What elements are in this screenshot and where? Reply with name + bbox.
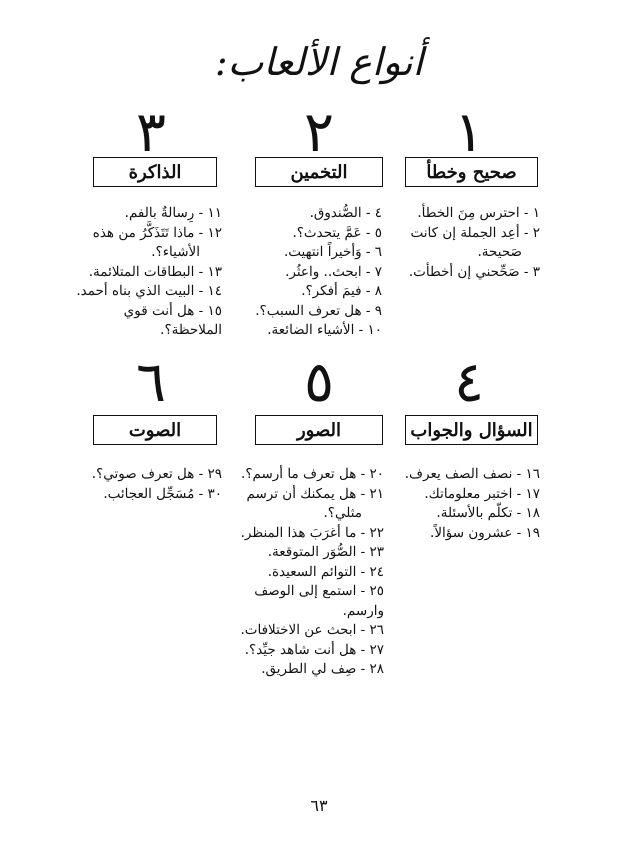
list-item: ١٠ - الأشياء الضائعة. [267,322,382,338]
list-item: ١١ - رِسالةٌ بالفم. [124,205,222,221]
category-number-4: ٤ [453,350,485,415]
category-number-5: ٥ [303,350,335,415]
list-item: ٢٦ - ابحث عن الاختلافات. [240,622,384,638]
list-item: ٢٨ - صِف لي الطريق. [261,661,384,677]
list-item: الأشياء؟. [151,244,200,260]
list-item: ٩ - هل تعرف السبب؟. [255,302,382,319]
list-item: ١٦ - نصف الصف يعرف. [404,466,540,482]
category-box-3: الذاكرة [93,157,217,187]
list-item: ٣٠ - مُسَجِّل العجائب. [103,485,222,502]
list-item: ١٧ - اختبر معلوماتك. [424,485,540,502]
list-item: ١٥ - هل أنت قوي الملاحظة؟. [123,302,222,338]
category-box-2: التخمين [255,157,383,187]
list-item: صَحيحة. [477,244,522,260]
list-item: ٢ - أعِد الجملة إن كانت [410,224,540,241]
list-item: ٢١ - هل يمكنك أن ترسم [246,485,384,502]
category-number-1: ١ [453,100,485,165]
list-item: ٢٩ - هل تعرف صوتي؟. [91,466,222,482]
category-list-3 [70,204,222,341]
category-box-5: الصور [255,415,383,445]
list-item: ٧ - ابحث.. واعثُر. [285,263,382,280]
page-title: أنواع الألعاب: [214,40,424,84]
category-number-6: ٦ [135,350,167,415]
list-item: ١٣ - البطاقات المتلائمة. [88,263,222,280]
list-item: ٢٣ - الصُّوَر المتوقعة. [267,544,384,560]
list-item: ١٢ - ماذا تَتَذَكَّرُ من هذه [92,224,222,241]
category-list-4 [400,465,540,543]
list-item: ٢٥ - استمع إلى الوصف وارسم. [254,583,384,619]
category-list-6 [70,465,222,504]
list-item: ١٨ - تكلّم بالأسئلة. [436,505,540,521]
list-item: ٦ - وَأخيراً انتهيت. [283,244,382,260]
list-item: ٢٧ - هل أنت شاهد جيِّد؟. [244,641,384,658]
list-item: مثلي؟. [323,505,362,521]
page-number: ٦٣ [310,796,328,815]
list-item: ٢٠ - هل تعرف ما أرسم؟. [241,466,384,482]
list-item: ١٤ - البيت الذي بناه أحمد. [76,283,222,299]
list-item: ٢٢ - ما أغرَبَ هذا المنظر. [240,524,384,541]
list-item: ٥ - عَمَّ يتحدث؟. [292,224,382,241]
category-box-1: صحيح وخطأ [405,157,538,187]
list-item: ٨ - فيمَ أفكر؟. [301,283,382,299]
list-item: ٣ - صَحِّحني إن أخطأت. [408,263,540,280]
category-box-6: الصوت [93,415,217,445]
list-item: ٢٤ - التوائم السعيدة. [267,563,384,580]
list-item: ٤ - الصُّندوق. [309,205,382,221]
list-item: ١٩ - عشرون سؤالاً. [430,524,540,541]
category-list-5 [226,465,384,680]
category-box-4: السؤال والجواب [405,415,538,445]
category-list-1 [400,204,540,282]
category-number-2: ٢ [303,100,335,165]
category-number-3: ٣ [135,100,167,165]
list-item: ١ - احترس مِنَ الخطأ. [417,205,540,221]
category-list-2 [242,204,382,341]
